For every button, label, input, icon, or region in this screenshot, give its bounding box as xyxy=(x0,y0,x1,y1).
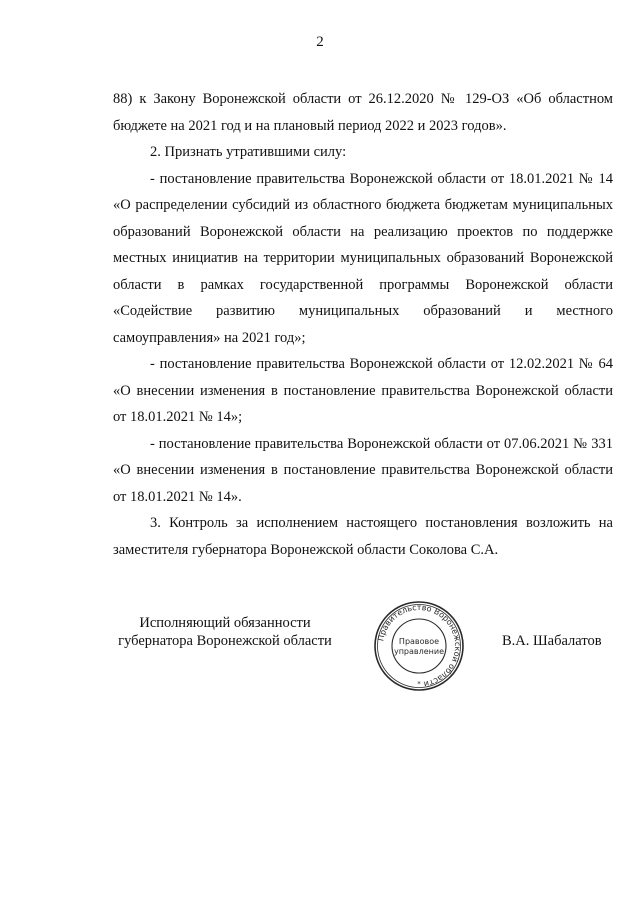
paragraph-repealed-decree-331: - постановление правительства Воронежской области от 07.06.2021 № 331 «О внесении изменения в постановление правительства Воронежской области от 18.01.2021 № 14». xyxy=(113,435,613,505)
stamp-star-icon: * xyxy=(417,680,421,688)
stamp-center-line-2: управление xyxy=(393,647,445,656)
stamp-inner-ring xyxy=(392,619,446,673)
paragraph-repealed-decree-64: - постановление правительства Воронежской области от 12.02.2021 № 64 «О внесении изменения в постановление правительства Воронежской области от 18.01.2021 № 14»; xyxy=(113,356,613,425)
paragraph-control-clause: 3. Контроль за исполнением настоящего постановления возложить на заместителя губернатора Воронежской области Соколова С.А. xyxy=(113,515,613,558)
page-number: 2 xyxy=(316,34,324,50)
stamp-ring-text: Правительство Воронежской области xyxy=(376,602,463,689)
paragraph-repeal-heading: 2. Признать утратившими силу: xyxy=(150,144,347,160)
signer-name: В.А. Шабалатов xyxy=(502,633,602,649)
official-stamp xyxy=(373,600,465,692)
signer-title-line-2: губернатора Воронежской области xyxy=(118,633,332,649)
paragraph-budget-law-reference: 88) к Закону Воронежской области от 26.12.2020 № 129-ОЗ «Об областном бюджете на 2021 год и на плановый период 2022 и 2023 годов». xyxy=(113,91,613,134)
stamp-center-line-1: Правовое xyxy=(398,637,440,646)
paragraph-repealed-decree-14: - постановление правительства Воронежской области от 18.01.2021 № 14 «О распределении субсидий из областного бюджета бюджетам муниципальных образований Воронежской области на реализацию проектов по поддержке местных инициатив на территории муниципальных образований Воронежской области в рамках государственной программы Воронежской области «Содействие развитию муниципальных образований и местного самоуправления» на 2021 год»; xyxy=(113,170,613,346)
signer-title-line-1: Исполняющий обязанности xyxy=(139,615,311,631)
signature-block xyxy=(0,602,640,712)
stamp-outer-ring xyxy=(375,602,463,690)
stamp-seal-graphic xyxy=(373,600,465,692)
document-body xyxy=(113,86,613,563)
signer-title xyxy=(115,614,335,650)
